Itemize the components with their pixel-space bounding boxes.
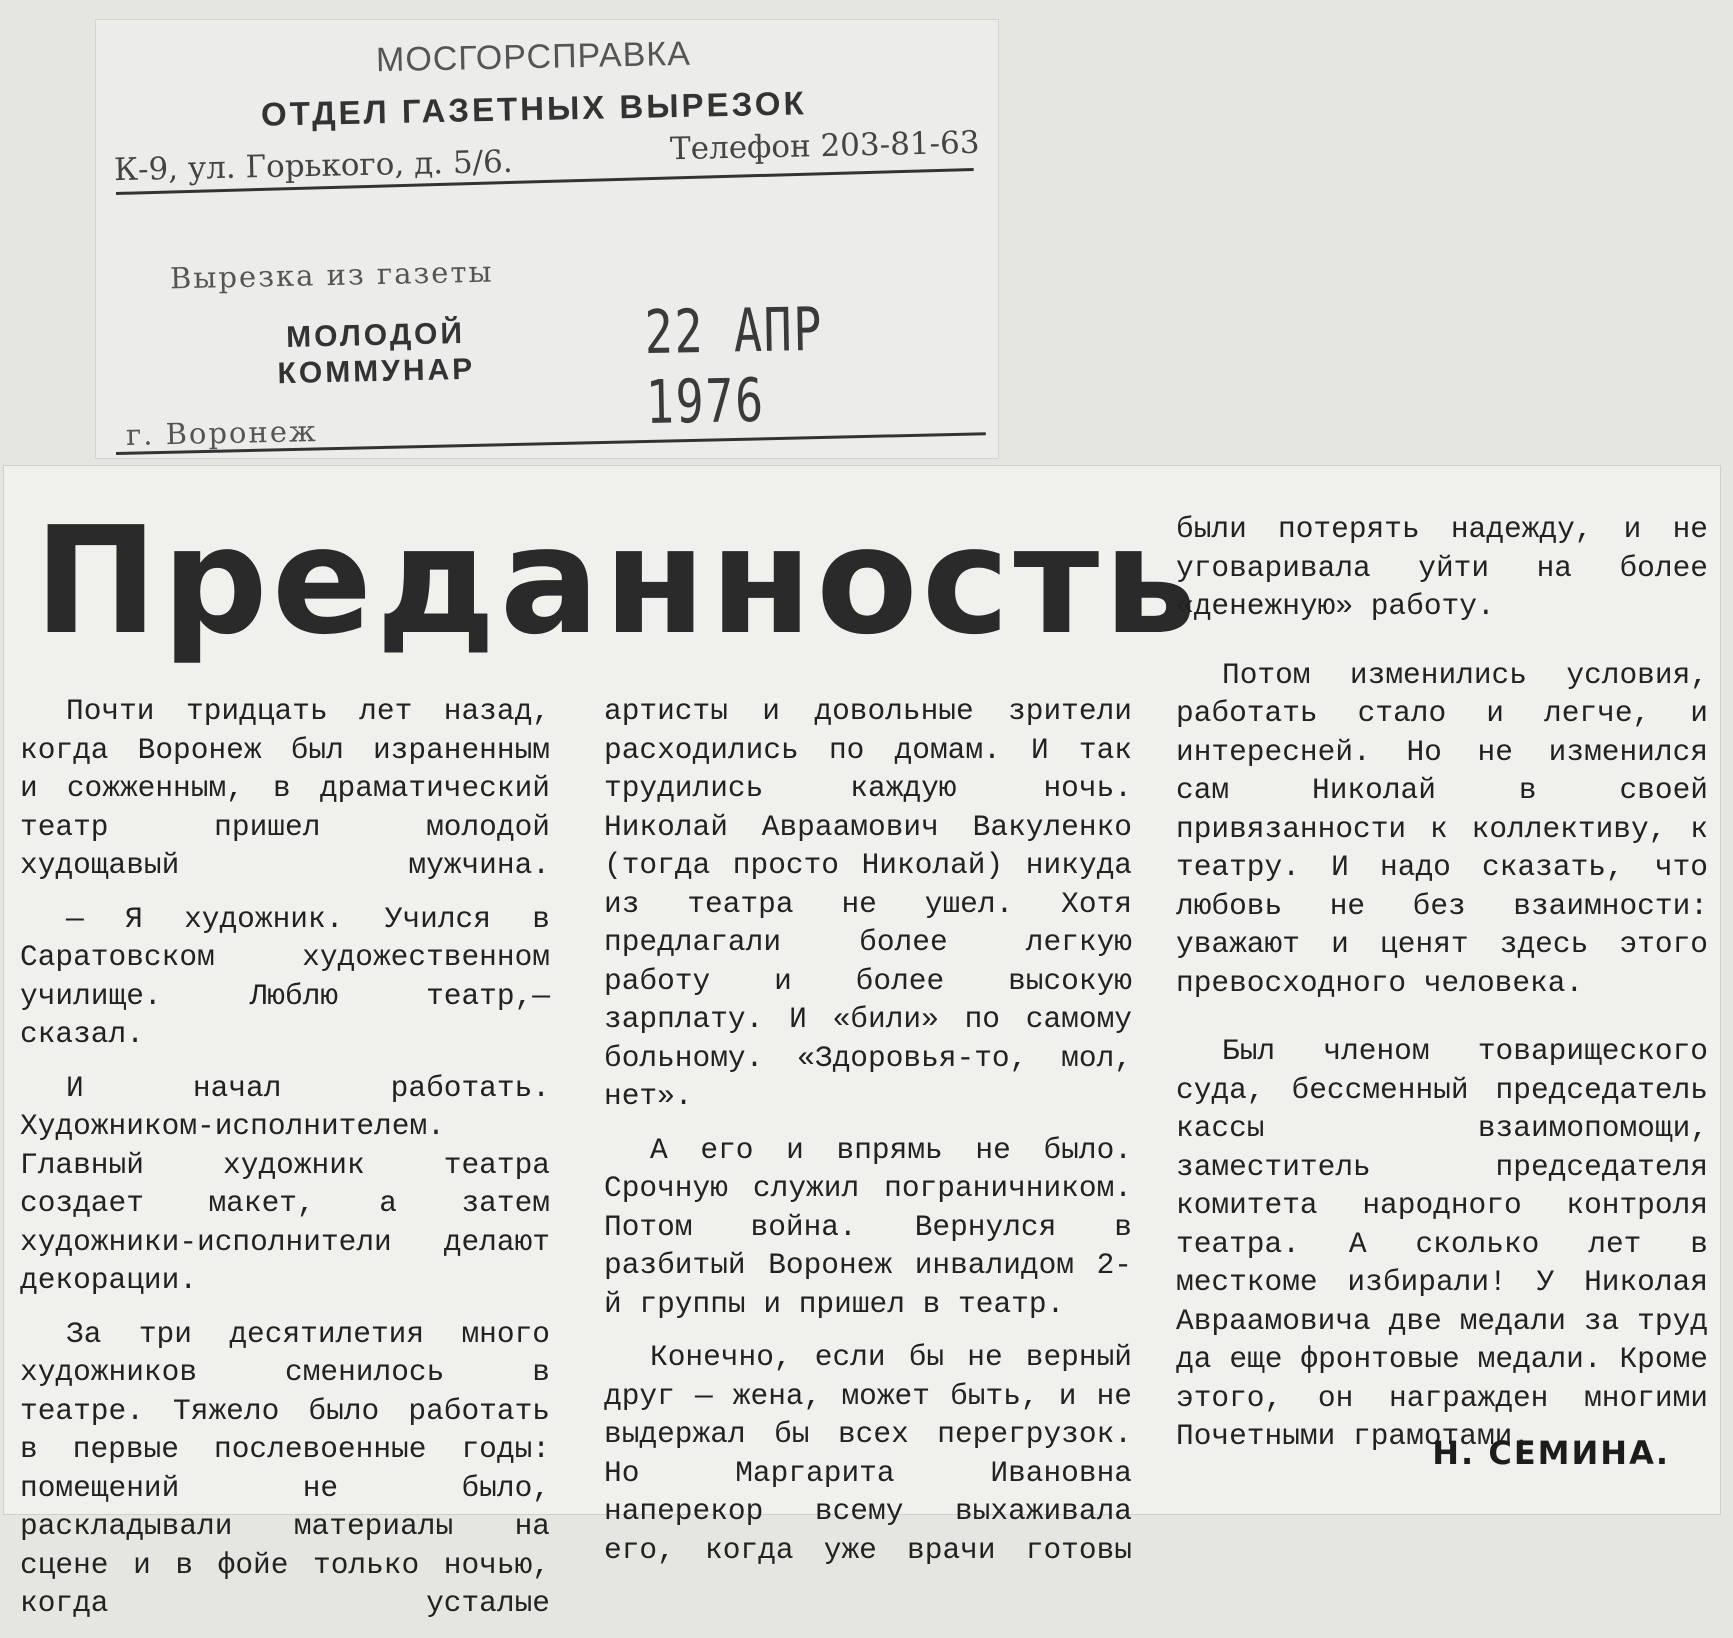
paragraph: Почти тридцать лет назад, когда Воронеж был израненным и сожженным, в драматический театр пришел молодой худощавый мужчина. [20, 694, 550, 882]
cut-from-caption: Вырезка из газеты [169, 254, 494, 296]
newspaper-name-line2: КОММУНАР [277, 352, 476, 391]
article-column-1 [20, 692, 550, 1638]
newspaper-name-line1: МОЛОДОЙ [285, 316, 466, 355]
article-headline: Преданность [34, 495, 1201, 667]
bureau-address: К-9, ул. Горького, д. 5/6. [113, 143, 513, 189]
clipping-bureau-label [96, 20, 998, 458]
paragraph: — Я художник. Учился в Саратовском художественном училище. Люблю театр,— сказал. [20, 901, 550, 1051]
newspaper-city: г. Воронеж [125, 413, 318, 453]
paragraph: были потерять надежду, и не уговаривала уйти на более «денежную» работу. [1176, 512, 1708, 623]
paragraph: И начал работать. Художником-исполнителем. Главный художник театра создает макет, а затем художники-исполнители делают декорации. [20, 1070, 550, 1297]
newspaper-name [225, 315, 527, 394]
article-author: Н. СЕМИНА. [1432, 1434, 1670, 1472]
date-stamp: 22 АПР 1976 [644, 294, 824, 438]
paragraph: А его и впрямь не было. Срочную служил пограничником. Потом война. Вернулся в разбитый Воронеж инвалидом 2-й группы и пришел в театр. [604, 1132, 1132, 1321]
article-column-3 [1176, 510, 1708, 1471]
department-name: ОТДЕЛ ГАЗЕТНЫХ ВЫРЕЗОК [260, 84, 808, 133]
article-column-2 [604, 692, 1132, 1584]
paragraph: Был членом товарищеского суда, бессменный председатель кассы взаимопомощи, заместитель председателя комитета народного контроля театра. А сколько лет в месткоме избирали! У Николая Авраамовича две медали за труд да еще фронтовые медали. Кроме этого, он награжден многими Почетными грамотами. [1176, 1034, 1708, 1453]
paragraph: Конечно, если бы не верный друг — жена, может быть, и не выдержал бы всех перегрузок. Но Маргарита Ивановна наперекор всему выхаживала его, когда уже врачи готовы [604, 1340, 1132, 1567]
bureau-phone: Телефон 203-81-63 [669, 124, 980, 168]
paragraph: артисты и довольные зрители расходились по домам. И так трудились каждую ночь. Николай Авраамович Вакуленко (тогда просто Николай) никуда из театра не ушел. Хотя предлагали более легкую работу и более высокую зарплату. И «били» по самому больному. «Здоровья-то, мол, нет». [604, 694, 1132, 1113]
newspaper-clipping [4, 466, 1720, 1620]
agency-name: МОСГОРСПРАВКА [375, 34, 692, 80]
paragraph: Потом изменились условия, работать стало и легче, и интересней. Но не изменился сам Николай в своей привязанности к коллективу, к театру. И надо сказать, что любовь не без взаимности: уважают и ценят здесь этого превосходного человека. [1176, 657, 1708, 1000]
paragraph: За три десятилетия много художников сменилось в театре. Тяжело было работать в первые послевоенные годы: помещений не было, раскладывали материалы на сцене и в фойе только ночью, когда усталые [20, 1316, 550, 1620]
